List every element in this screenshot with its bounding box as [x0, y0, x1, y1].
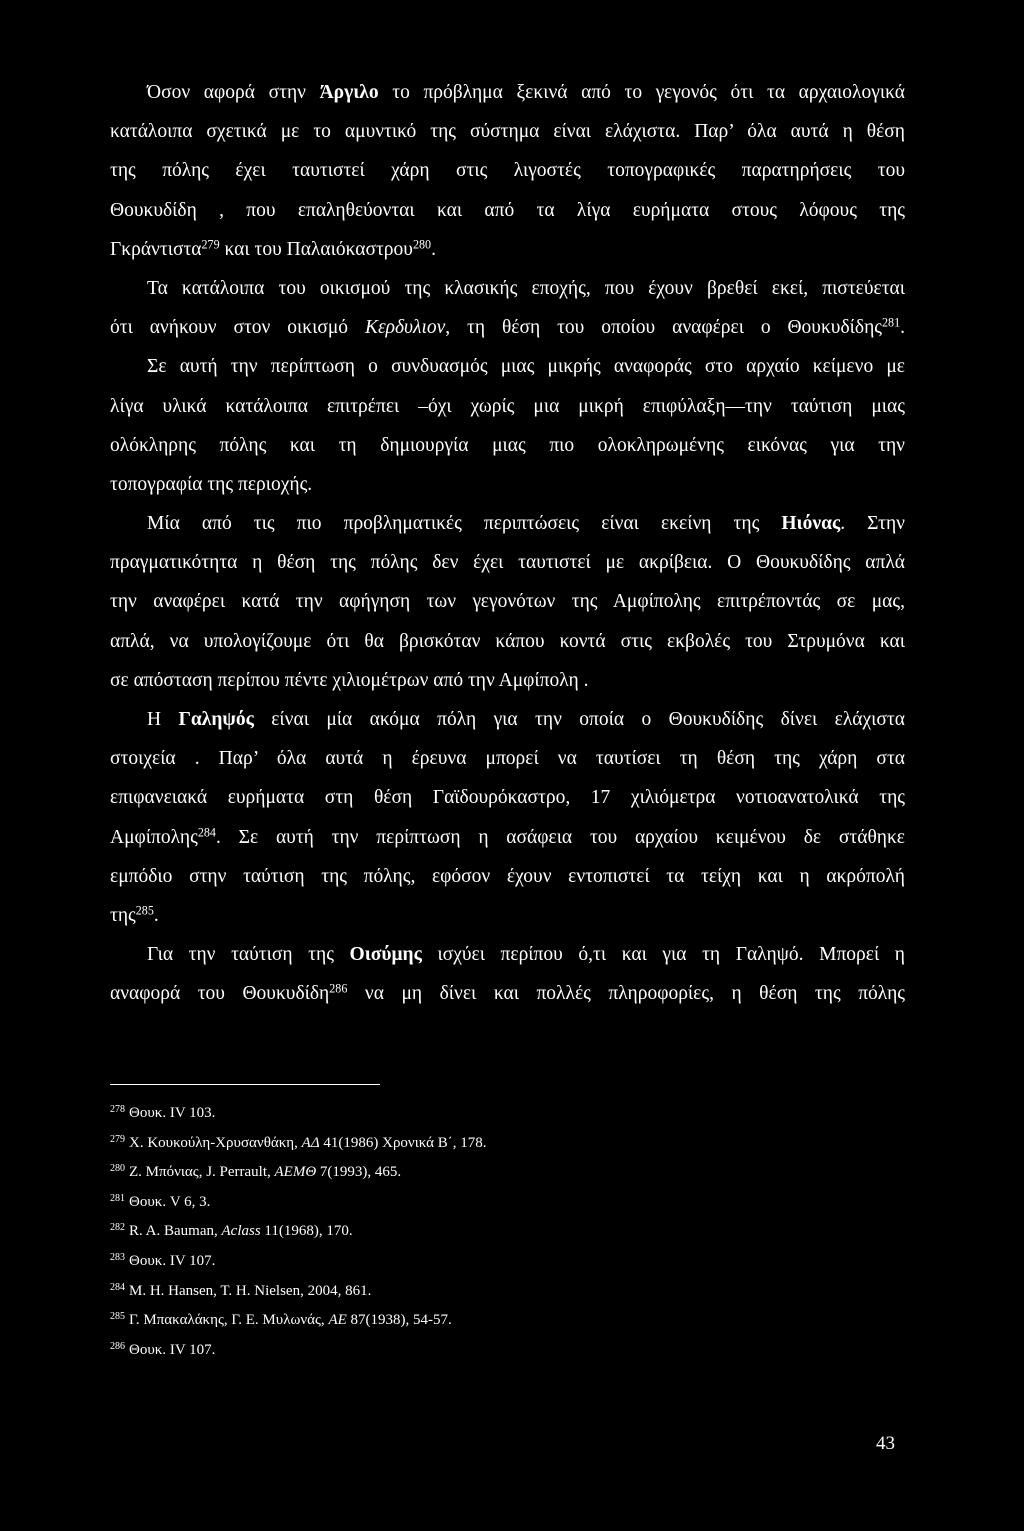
text-line — [110, 582, 905, 621]
footnote-reference: 281 — [882, 315, 901, 330]
text-line — [110, 857, 905, 896]
footnote-number: 284 — [110, 1281, 125, 1293]
footnote — [110, 1273, 905, 1303]
text-run: και του Παλαιόκαστρου — [219, 238, 413, 260]
italic-term: ΑΕΜΘ — [274, 1164, 317, 1181]
footnote — [110, 1213, 905, 1243]
text-line — [110, 896, 905, 935]
footnote-reference: 285 — [135, 903, 154, 918]
footnote — [110, 1243, 905, 1273]
text-line — [110, 230, 905, 269]
body-paragraph — [110, 73, 905, 269]
text-run: Μία από τις πιο προβληματικές περιπτώσεις είναι εκείνη της — [147, 513, 782, 535]
text-run: . Σε αυτή την περίπτωση η ασάφεια του αρχαίου κειμένου δε στάθηκε — [215, 826, 905, 848]
text-run: 41(1986) Χρονικά Β΄, 178. — [319, 1134, 487, 1151]
footnote — [110, 1184, 905, 1214]
footnote-reference: 286 — [329, 981, 348, 996]
text-line — [110, 778, 905, 817]
text-run: σε απόσταση περίπου πέντε χιλιομέτρων από την Αμφίπολη . — [110, 669, 589, 691]
body-paragraph — [110, 935, 905, 1013]
footnote-number: 286 — [110, 1340, 125, 1352]
text-run: κατάλοιπα σχετικά με το αμυντικό της σύστημα είναι ελάχιστα. Παρ’ όλα αυτά η θέση — [110, 121, 905, 143]
text-run: . — [900, 317, 905, 339]
footnote-number: 278 — [110, 1104, 125, 1115]
text-line — [110, 73, 905, 112]
footnotes — [110, 1095, 905, 1361]
footnote — [110, 1302, 905, 1332]
footnote-number: 285 — [110, 1311, 125, 1323]
text-run: Τα κατάλοιπα του οικισμού της κλασικής εποχής, που έχουν βρεθεί εκεί, πιστεύεται — [147, 277, 905, 299]
italic-term: ΑΕ — [328, 1312, 347, 1329]
footnote-reference: 279 — [201, 237, 220, 252]
text-line — [110, 661, 905, 700]
text-line — [110, 308, 905, 347]
text-run: απλά, να υπολογίζουμε ότι θα βρισκόταν κάπου κοντά στις εκβολές του Στρυμόνα και — [110, 630, 905, 652]
text-line — [110, 347, 905, 386]
footnote-number: 280 — [110, 1163, 125, 1175]
text-run: λίγα υλικά κατάλοιπα επιτρέπει –όχι χωρίς μια μικρή επιφύλαξη—την ταύτιση μιας — [110, 395, 905, 417]
text-run: της πόλης έχει ταυτιστεί χάρη στις λιγοστές τοπογραφικές παρατηρήσεις του — [110, 160, 905, 182]
footnote-number: 282 — [110, 1222, 125, 1234]
body-paragraph — [110, 504, 905, 700]
text-run: της — [110, 904, 136, 926]
text-run: ισχύει περίπου ό,τι και για τη Γαληψό. Μπορεί η — [421, 944, 905, 966]
text-run: 11(1968), 170. — [260, 1223, 353, 1240]
body-paragraph — [110, 347, 905, 504]
text-line — [110, 269, 905, 308]
text-run: στοιχεία . Παρ’ όλα αυτά η έρευνα μπορεί να ταυτίσει τη θέση της χάρη στα — [110, 748, 905, 770]
text-run: Γκράντιστα — [110, 238, 202, 260]
bold-term: Ηιόνας — [781, 513, 841, 535]
footnote — [110, 1125, 905, 1155]
text-run: τοπογραφία της περιοχής. — [110, 473, 313, 495]
text-line — [110, 191, 905, 230]
body-paragraph — [110, 700, 905, 935]
footnote-number: 283 — [110, 1251, 125, 1263]
text-run: το πρόβλημα ξεκινά από το γεγονός ότι τα αρχαιολογικά — [378, 82, 905, 103]
footnote-number: 281 — [110, 1192, 125, 1204]
text-run: 7(1993), 465. — [316, 1164, 402, 1181]
bold-term: Οισύμης — [349, 944, 422, 966]
text-line — [110, 818, 905, 857]
text-run: , τη θέση του οποίου αναφέρει ο Θουκυδίδης — [445, 317, 882, 339]
footnote — [110, 1332, 905, 1362]
body-paragraph — [110, 269, 905, 347]
text-line — [110, 974, 905, 1013]
text-run: . Στην — [840, 513, 905, 535]
text-line — [110, 504, 905, 543]
text-line — [110, 935, 905, 974]
text-run: ότι ανήκουν στον οικισμό — [110, 317, 365, 339]
text-run: Σε αυτή την περίπτωση ο συνδυασμός μιας μικρής αναφοράς στο αρχαίο κείμενο με — [147, 356, 905, 378]
text-run: R. A. Bauman, — [129, 1223, 222, 1240]
text-line — [110, 112, 905, 151]
footnote — [110, 1154, 905, 1184]
text-run: εμπόδιο στην ταύτιση της πόλης, εφόσον έχουν εντοπιστεί τα τείχη και η ακρόπολή — [110, 865, 905, 887]
bold-term: Άργιλο — [319, 82, 379, 103]
text-run: είναι μία ακόμα πόλη για την οποία ο Θουκυδίδης δίνει ελάχιστα — [253, 709, 905, 730]
text-run: αναφορά του Θουκυδίδη — [110, 983, 330, 1005]
text-run: 87(1938), 54-57. — [346, 1312, 452, 1329]
italic-term: Aclass — [221, 1223, 261, 1240]
text-run: Θουκ. IV 107. — [129, 1252, 216, 1269]
text-line — [110, 622, 905, 661]
text-run: ολόκληρης πόλης και τη δημιουργία μιας πιο ολοκληρωμένης εικόνας για την — [110, 434, 905, 456]
bold-term: Γαληψός — [178, 709, 254, 730]
text-run: να μη δίνει και πολλές πληροφορίες, η θέση της πόλης — [347, 983, 905, 1005]
text-run: Γ. Μπακαλάκης, Γ. Ε. Μυλωνάς, — [129, 1312, 329, 1329]
text-run: Όσον αφορά στην — [147, 82, 320, 103]
text-run: Θουκυδίδη , που επαληθεύονται και από τα λίγα ευρήματα στους λόφους της — [110, 199, 905, 221]
text-run: επιφανειακά ευρήματα στη θέση Γαϊδουρόκαστρο, 17 χιλιόμετρα νοτιοανατολικά της — [110, 787, 905, 809]
text-run: Θουκ. IV 103. — [129, 1105, 216, 1121]
text-run: Ζ. Μπόνιας, J. Perrault, — [129, 1164, 275, 1181]
text-run: Η — [147, 709, 179, 730]
text-line — [110, 151, 905, 190]
text-run: πραγματικότητα η θέση της πόλης δεν έχει ταυτιστεί με ακρίβεια. Ο Θουκυδίδης απλά — [110, 552, 905, 574]
text-line — [110, 387, 905, 426]
text-run: Χ. Κουκούλη-Χρυσανθάκη, — [129, 1134, 302, 1151]
footnote-number: 279 — [110, 1133, 125, 1145]
footnote — [110, 1095, 905, 1125]
text-run: . — [153, 904, 159, 926]
footnote-reference: 280 — [412, 237, 432, 252]
page-number: 43 — [876, 1433, 895, 1454]
italic-term: Κερδυλιον — [364, 317, 446, 339]
text-run: Αμφίπολης — [110, 826, 198, 848]
text-line — [110, 543, 905, 582]
italic-term: ΑΔ — [301, 1134, 320, 1151]
text-run: Θουκ. V 6, 3. — [129, 1193, 211, 1210]
text-line — [110, 465, 905, 504]
footnote-separator — [110, 1084, 380, 1085]
text-run: M. H. Hansen, T. H. Nielsen, 2004, 861. — [129, 1282, 372, 1299]
text-run: Για την ταύτιση της — [147, 944, 350, 966]
body-text — [110, 73, 905, 1014]
text-line — [110, 426, 905, 465]
text-run: την αναφέρει κατά την αφήγηση των γεγονότων της Αμφίπολης επιτρέποντάς σε μας, — [110, 591, 905, 613]
text-run: . — [431, 238, 436, 260]
text-run: Θουκ. IV 107. — [129, 1341, 216, 1358]
text-line — [110, 700, 905, 739]
footnote-reference: 284 — [197, 824, 216, 839]
text-line — [110, 739, 905, 778]
